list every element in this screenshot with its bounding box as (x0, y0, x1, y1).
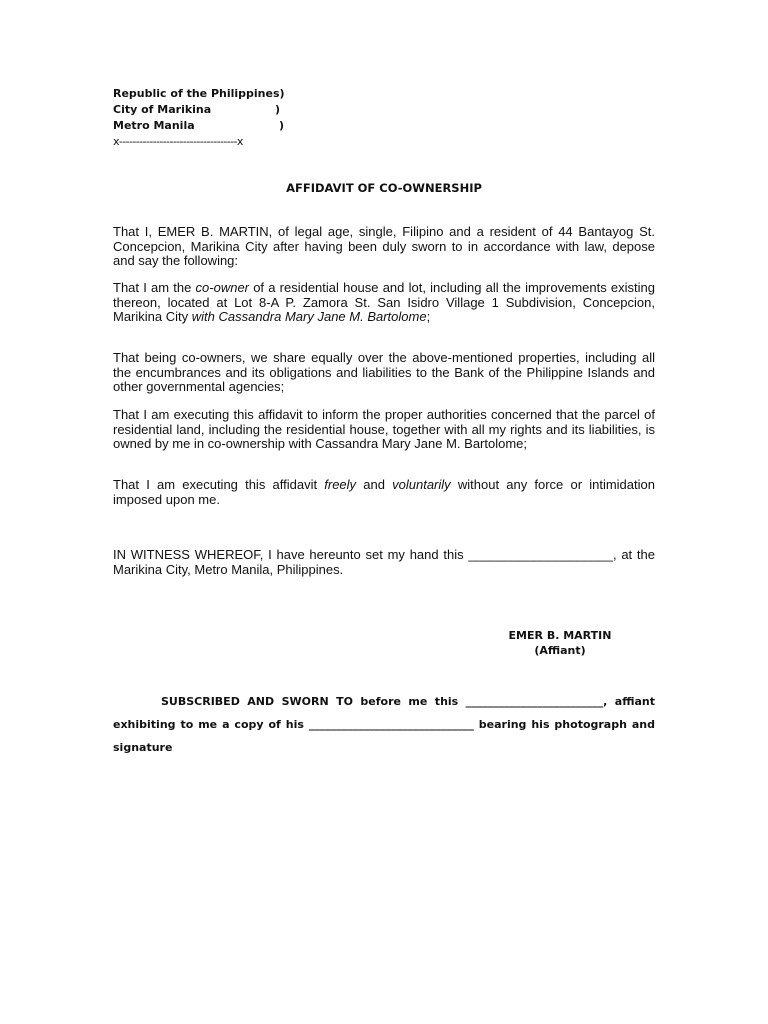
venue-country-text: Republic of the Philippines) (113, 87, 285, 100)
venue-line-region (113, 118, 285, 134)
p5-text-2: and (356, 477, 393, 492)
venue-city-text: City of Marikina (113, 103, 212, 116)
jurat-lead: SUBSCRIBED AND SWORN TO (161, 695, 353, 708)
venue-line-country (113, 86, 285, 102)
paragraph-co-ownership (113, 281, 655, 325)
p2-text-3: ; (426, 309, 431, 324)
venue-paren: ) (279, 119, 285, 132)
jurat-block (113, 690, 655, 759)
jurat-text: before me this _________________________, affiant exhibiting to me a copy of his ______________________________ bearing his photograph and signature (113, 695, 655, 754)
venue-block (113, 86, 285, 150)
venue-separator: x-----------------------------------x (113, 135, 243, 148)
affiant-name: EMER B. MARTIN (508, 629, 612, 642)
signature-block (480, 628, 640, 658)
p2-emphasis: co-owner (195, 280, 249, 295)
document-title: AFFIDAVIT OF CO-OWNERSHIP (286, 181, 482, 195)
p5-emphasis-voluntarily: voluntarily (392, 477, 451, 492)
p2-text-2: of a residential house and lot, including all the improvements existing thereon, located at Lot 8-A P. Zamora St. San Isidro Village 1 Subdivision, Concepcion, Marikina City (113, 280, 655, 324)
paragraph-witness: IN WITNESS WHEREOF, I have hereunto set my hand this ____________________, at the Marikina City, Metro Manila, Philippines. (113, 547, 655, 577)
p2-text: That I am the (113, 280, 196, 295)
paragraph-affiant-intro: That I, EMER B. MARTIN, of legal age, single, Filipino and a resident of 44 Bantayog St. Concepcion, Marikina City after having been duly sworn to in accordance with law, depose and say the following: (113, 224, 655, 268)
paragraph-purpose: That I am executing this affidavit to inform the proper authorities concerned that the parcel of residential land, including the residential house, together with all my rights and its liabilities, is owned by me in co-ownership with Cassandra Mary Jane M. Bartolome; (113, 407, 655, 451)
venue-line-city (113, 102, 285, 118)
p5-emphasis-freely: freely (324, 477, 357, 492)
venue-paren: ) (275, 103, 281, 116)
p2-emphasis-2: with Cassandra Mary Jane M. Bartolome (191, 309, 427, 324)
paragraph-shared-obligations: That being co-owners, we share equally over the above-mentioned properties, including all the encumbrances and its obligations and liabilities to the Bank of the Philippine Islands and other governmental agencies; (113, 350, 655, 394)
paragraph-voluntary (113, 478, 655, 507)
p5-text-3: without any force or intimidation imposed upon me. (113, 477, 655, 507)
p5-text: That I am executing this affidavit (113, 477, 325, 492)
affiant-role: (Affiant) (534, 644, 586, 657)
venue-region-text: Metro Manila (113, 119, 195, 132)
